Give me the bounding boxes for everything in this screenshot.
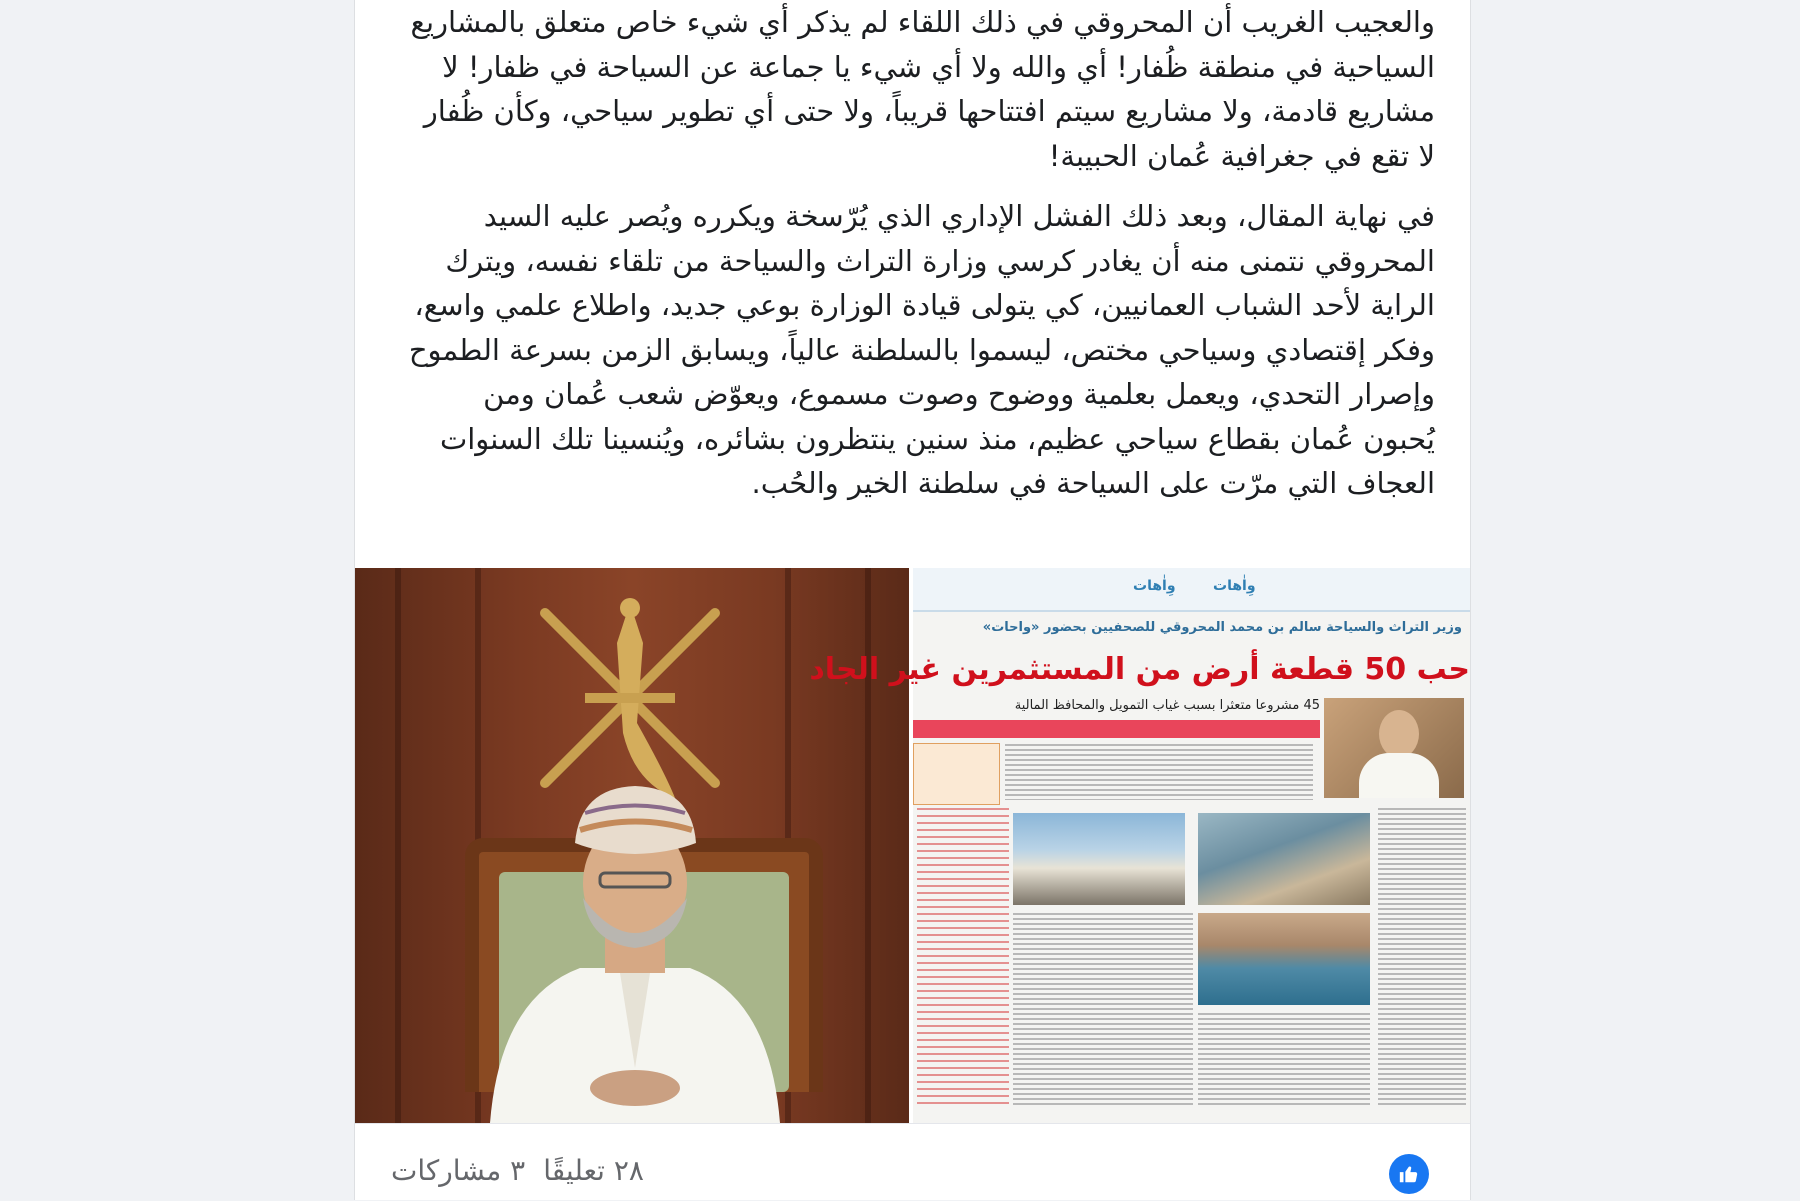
- newspaper-text: [1198, 1013, 1370, 1108]
- newspaper-deck: 45 مشروعا متعثرا بسبب غياب التمويل والمحافظ المالية: [1014, 698, 1320, 713]
- person-illustration: [470, 768, 800, 1123]
- newspaper-header: [913, 568, 1470, 612]
- newspaper-brand: وِاٰهات: [1133, 578, 1176, 594]
- newspaper-photo-building: [1013, 813, 1185, 905]
- post-actions-bar: [355, 1123, 1470, 1201]
- newspaper-subheadline: وزير التراث والسياحة سالم بن محمد المحروقي للصحفيين بحضور «واحات»: [982, 620, 1462, 635]
- post-card: [354, 0, 1471, 1200]
- newspaper-red-banner: [913, 720, 1320, 738]
- engagement-counts: [391, 1154, 644, 1187]
- newspaper-sidebox: [913, 743, 1000, 805]
- newspaper-text: [1013, 913, 1193, 1108]
- post-media[interactable]: [355, 568, 1470, 1123]
- newspaper-text: [1005, 744, 1313, 800]
- post-paragraph: في نهاية المقال، وبعد ذلك الفشل الإداري الذي يُرّسخة ويكرره ويُصر عليه السيد المحروقي نتمنى منه أن يغادر كرسي وزارة التراث والسياحة من تلقاء نفسه، ويترك الراية لأحد الشباب العمانيين، كي يتولى قيادة الوزارة بوعي جديد، واطلاع علمي واسع، وفكر إقتصادي وسياحي مختص، ليسموا بالسلطنة عالياً، ويسابق الزمن بسرعة الطموح وإصرار التحدي، ويعمل بعلمية ووضوح وصوت مسموع، ويعوّض شعب عُمان ومن يُحبون عُمان بقطاع سياحي عظيم، منذ سنين ينتظرون بشائره، ويُنسينا تلك السنوات العجاف التي مرّت على السياحة في سلطنة الخير والحُب.: [408, 199, 1435, 500]
- newspaper-text: [1378, 808, 1466, 1108]
- newspaper-photo-fjord: [1198, 913, 1370, 1005]
- thumbs-up-icon: [1398, 1163, 1420, 1185]
- post-text: [405, 0, 1435, 522]
- post-paragraph: والعجيب الغريب أن المحروقي في ذلك اللقاء لم يذكر أي شيء خاص متعلق بالمشاريع السياحية في منطقة ظُفار! أي والله ولا أي شيء يا جماعة عن السياحة في ظفار! لا مشاريع قادمة، ولا مشاريع سيتم افتتاحها قريباً، ولا حتى أي تطوير سياحي، وكأن ظُفار لا تقع في جغرافية عُمان الحبيبة!: [410, 5, 1435, 173]
- newspaper-photo-coast: [1198, 813, 1370, 905]
- newspaper-photo[interactable]: [809, 568, 1470, 1123]
- newspaper-portrait: [1324, 698, 1464, 798]
- newspaper-headline: حب 50 قطعة أرض من المستثمرين غير الجاد: [809, 652, 1470, 687]
- shares-count[interactable]: ٣ مشاركات: [391, 1154, 526, 1187]
- like-icon[interactable]: [1389, 1154, 1429, 1194]
- comments-count[interactable]: ٢٨ تعليقًا: [543, 1154, 644, 1187]
- newspaper-sidebar: [917, 808, 1009, 1108]
- newspaper-brand: وِاٰهات: [1213, 578, 1256, 594]
